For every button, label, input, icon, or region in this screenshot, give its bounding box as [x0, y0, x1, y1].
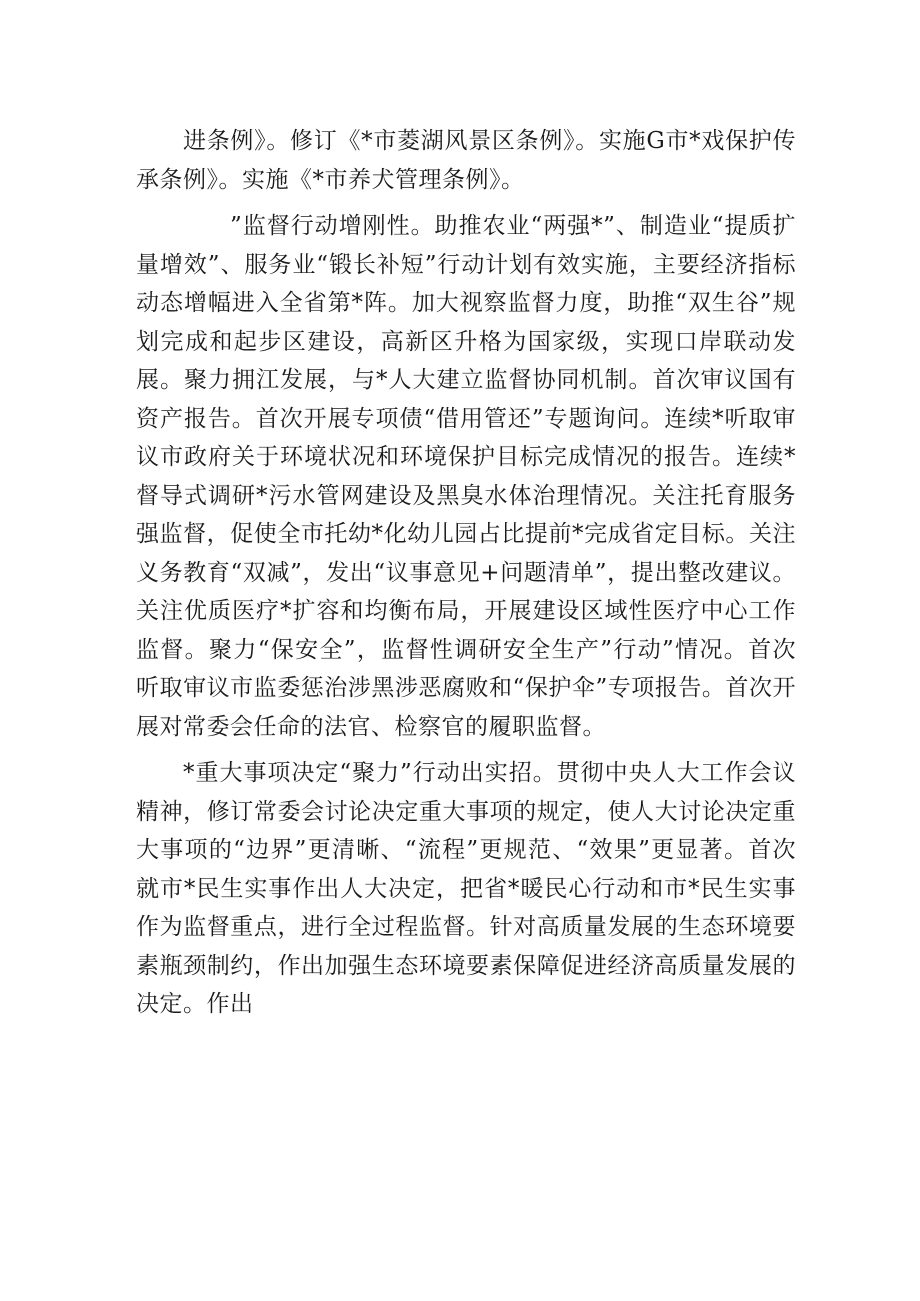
paragraph-2: ”监督行动增刚性。助推农业“两强*”、制造业“提质扩量增效”、服务业“锻长补短”行动计划有效实施，主要经济指标动态增幅进入全省第*阵。加大视察监督力度，助推“双生谷”规划完成和起步区建设，高新区升格为国家级，实现口岸联动发展。聚力拥江发展，与*人大建立监督协同机制。首次审议国有资产报告。首次开展专项债“借用管还”专题询问。连续*听取审议市政府关于环境状况和环境保护目标完成情况的报告。连续*督导式调研*污水管网建设及黑臭水体治理情况。关注托育服务强监督，促使全市托幼*化幼儿园占比提前*完成省定目标。关注义务教育“双减”，发出“议事意见+问题清单”，提出整改建议。关注优质医疗*扩容和均衡布局，开展建设区域性医疗中心工作监督。聚力“保安全”，监督性调研安全生产”行动”情况。首次听取审议市监委惩治涉黑涉恶腐败和“保护伞”专项报告。首次开展对常委会任命的法官、检察官的履职监督。 — [136, 213, 796, 740]
paragraph-1: 进条例》。修订《*市菱湖风景区条例》。实施G市*戏保护传承条例》。实施《*市养犬管理条例》。 — [136, 128, 796, 193]
paragraph-3: *重大事项决定“聚力”行动出实招。贯彻中央人大工作会议精神，修订常委会讨论决定重大事项的规定，使人大讨论决定重大事项的“边界”更清晰、“流程”更规范、“效果”更显著。首次就市*民生实事作出人大决定，把省*暖民心行动和市*民生实事作为监督重点，进行全过程监督。针对高质量发展的生态环境要素瓶颈制约，作出加强生态环境要素保障促进经济高质量发展的决定。作出 — [136, 760, 796, 1017]
document-body — [136, 122, 796, 1024]
paragraph-gap — [136, 199, 796, 207]
paragraph-gap — [136, 746, 796, 754]
